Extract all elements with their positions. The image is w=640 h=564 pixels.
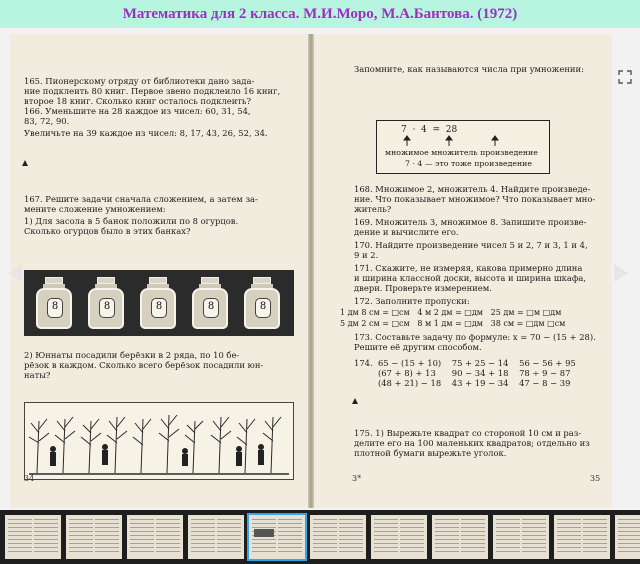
text-line: делите его на 100 маленьких квадратов; отдельно из bbox=[354, 438, 590, 448]
text-line: 5 дм 2 см = □см 8 м 1 дм = □дм 38 см = □дм □см bbox=[340, 319, 566, 328]
book-viewer bbox=[0, 28, 640, 510]
text-line: ние. Что показывает множимое? Что показывает мно- bbox=[354, 194, 596, 204]
text-line: плотной бумаги вырежьте уголок. bbox=[354, 448, 507, 458]
text-line: (67 + 8) + 13 90 − 34 + 18 78 ÷ 9 − 87 bbox=[354, 368, 571, 378]
text-line: 1 дм 8 см = □см 4 м 2 дм = □дм 25 дм = □м □дм bbox=[340, 308, 562, 317]
formula-labels: множимое множитель произведение bbox=[385, 148, 538, 157]
jar-number: 8 bbox=[47, 298, 63, 318]
jar-icon bbox=[244, 277, 280, 329]
jar-icon bbox=[36, 277, 72, 329]
text-line: рёзок в каждом. Сколько всего берёзок посадили юн- bbox=[24, 360, 264, 370]
text-line: 167. Решите задачи сначала сложением, а затем за- bbox=[24, 194, 258, 204]
page-number: 34 bbox=[24, 474, 35, 483]
jar-number: 8 bbox=[255, 298, 271, 318]
open-book bbox=[10, 34, 612, 508]
jar-number: 8 bbox=[151, 298, 167, 318]
fullscreen-icon[interactable] bbox=[618, 70, 632, 84]
text-line: 170. Найдите произведение чисел 5 и 2, 7 и 3, 1 и 4, bbox=[354, 240, 588, 250]
jar-icon bbox=[192, 277, 228, 329]
formula-note: 7 · 4 — это тоже произведение bbox=[405, 159, 532, 168]
text-line: двери. Проверьте измерением. bbox=[354, 283, 492, 293]
prev-page-arrow-icon[interactable] bbox=[8, 264, 22, 282]
text-line: житель? bbox=[354, 204, 392, 214]
text-line: 2) Юннаты посадили берёзки в 2 ряда, по 10 бе- bbox=[24, 350, 240, 360]
page-thumbnail[interactable] bbox=[493, 515, 549, 559]
text-line: 175. 1) Вырежьте квадрат со стороной 10 см и раз- bbox=[354, 428, 582, 438]
page-thumbnail[interactable] bbox=[310, 515, 366, 559]
text-line: 169. Множитель 3, множимое 8. Запишите произве- bbox=[354, 217, 587, 227]
jar-number: 8 bbox=[203, 298, 219, 318]
text-line: Запомните, как называются числа при умножении: bbox=[354, 64, 584, 74]
page-thumbnail-selected[interactable] bbox=[249, 515, 305, 559]
page-thumbnail[interactable] bbox=[127, 515, 183, 559]
formula-expression: 7 · 4 = 28 bbox=[401, 125, 458, 135]
jars-illustration bbox=[24, 270, 294, 336]
jar-icon bbox=[140, 277, 176, 329]
text-line: Сколько огурцов было в этих банках? bbox=[24, 226, 191, 236]
text-line: 9 и 2. bbox=[354, 250, 379, 260]
text-line: и ширина классной доски, высота и ширина шкафа, bbox=[354, 273, 587, 283]
text-line: 83, 72, 90. bbox=[24, 116, 70, 126]
text-line: мените сложение умножением: bbox=[24, 204, 166, 214]
text-line: 174. 65 − (15 + 10) 75 + 25 − 14 56 − 56 + 95 bbox=[354, 358, 576, 368]
right-page bbox=[314, 34, 612, 508]
page-thumbnail[interactable] bbox=[188, 515, 244, 559]
thumbnail-strip bbox=[0, 510, 640, 564]
text-line: ние подклеить 80 книг. Первое звено подклеило 16 книг, bbox=[24, 86, 281, 96]
text-line: 168. Множимое 2, множитель 4. Найдите произведе- bbox=[354, 184, 591, 194]
page-thumbnail[interactable] bbox=[554, 515, 610, 559]
text-line: второе 18 книг. Сколько книг осталось подклеить? bbox=[24, 96, 251, 106]
text-line: 173. Составьте задачу по формуле: x = 70 − (15 + 28). bbox=[354, 332, 596, 342]
text-line: 1) Для засола в 5 банок положили по 8 огурцов. bbox=[24, 216, 239, 226]
page-number: 35 bbox=[590, 474, 601, 483]
page-thumbnail[interactable] bbox=[371, 515, 427, 559]
birch-trees-icon bbox=[25, 403, 293, 479]
text-line: (48 + 21) − 18 43 + 19 − 34 47 − 8 − 39 bbox=[354, 378, 571, 388]
triangle-icon bbox=[352, 398, 358, 404]
left-page bbox=[10, 34, 308, 508]
text-line: дение и вычислите его. bbox=[354, 227, 459, 237]
text-line: Решите её другим способом. bbox=[354, 342, 482, 352]
page-thumbnail[interactable] bbox=[66, 515, 122, 559]
formula-box bbox=[376, 120, 550, 174]
page-thumbnail[interactable] bbox=[5, 515, 61, 559]
jar-icon bbox=[88, 277, 124, 329]
text-line: Увеличьте на 39 каждое из чисел: 8, 17, 43, 26, 52, 34. bbox=[24, 128, 268, 138]
text-line: 171. Скажите, не измеряя, какова примерно длина bbox=[354, 263, 583, 273]
jar-number: 8 bbox=[99, 298, 115, 318]
trees-illustration bbox=[24, 402, 294, 480]
arrow-up-icon bbox=[377, 135, 549, 147]
book-title: Математика для 2 класса. М.И.Моро, М.А.Бантова. (1972) bbox=[122, 5, 518, 22]
title-bar bbox=[0, 0, 640, 28]
text-line: 166. Уменьшите на 28 каждое из чисел: 60, 31, 54, bbox=[24, 106, 251, 116]
page-thumbnail[interactable] bbox=[432, 515, 488, 559]
text-line: 172. Заполните пропуски: bbox=[354, 296, 470, 306]
next-page-arrow-icon[interactable] bbox=[614, 264, 628, 282]
page-thumbnail[interactable] bbox=[615, 515, 640, 559]
triangle-icon bbox=[22, 160, 28, 166]
signature-mark: 3* bbox=[352, 474, 362, 483]
text-line: наты? bbox=[24, 370, 51, 380]
text-line: 165. Пионерскому отряду от библиотеки дано зада- bbox=[24, 76, 255, 86]
